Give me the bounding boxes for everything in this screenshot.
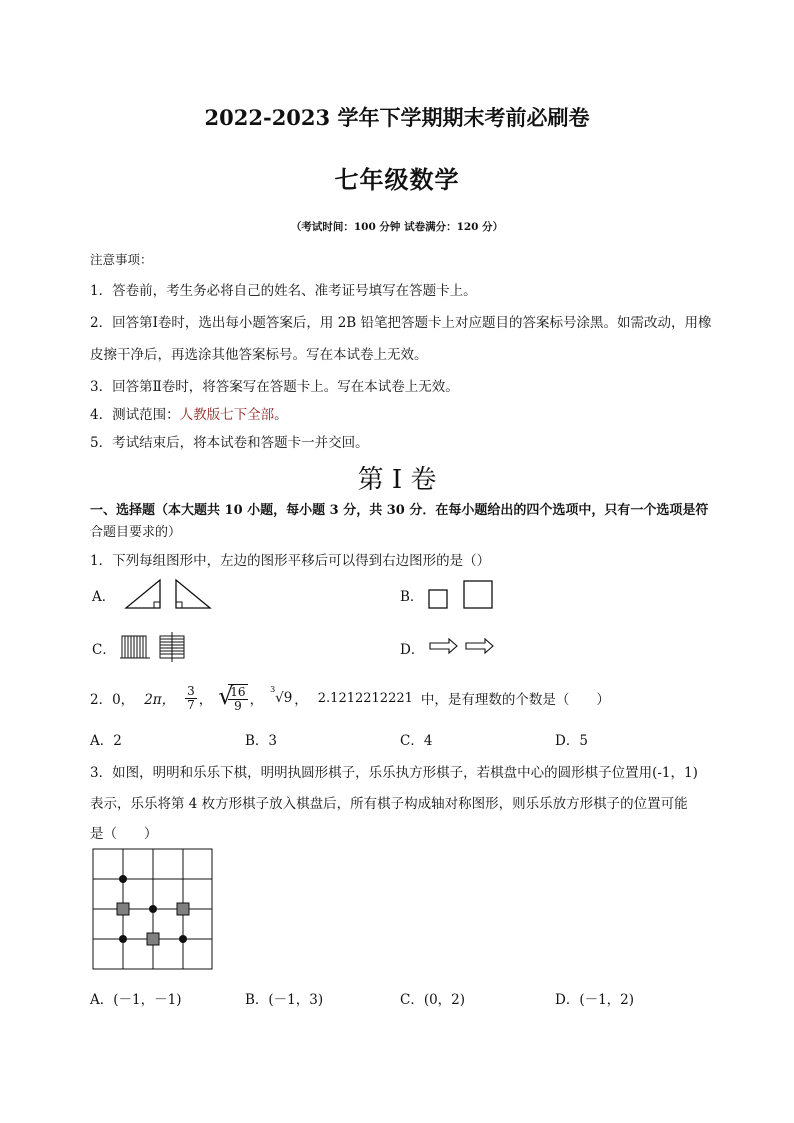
notice-item-4-prefix: 4．测试范围： [90,407,180,423]
round-piece [119,875,127,883]
q2-fraction-3-7 [185,685,197,712]
q1-option-d-figure [429,638,499,654]
sqrt-sign-icon: √ [218,681,234,710]
q2-cbrt-index: 3 [270,685,276,694]
notice-item-2-line1: 2．回答第Ⅰ卷时，选出每小题答案后，用 2B 铅笔把答题卡上对应题目的答案标号涂黑。如需改动，用橡 [90,315,712,331]
q1-option-b-label: B． [400,589,424,605]
q1-option-c-label: C． [92,642,116,658]
question-2-stem [90,683,610,713]
q1-option-b-figure [428,578,508,612]
q2-sqrt-numerator: 16 [230,684,246,699]
q2-sep-1: ， [198,692,213,708]
q1-option-a-label: A． [92,589,116,605]
section-intro-line2: 合题目要求的） [90,525,182,540]
q2-cbrt-9 [270,685,293,706]
q1-option-d-label: D． [400,642,425,658]
q1-option-c-figure [120,632,200,662]
q2-item-decimal: 2.1212212221 [317,690,413,706]
q3-option-b: B．(－1，3) [245,992,324,1008]
q2-frac-numerator: 3 [187,683,195,698]
test-scope: 人教版七下全部 [179,407,275,423]
q2-option-b: B．3 [245,733,278,749]
round-piece [179,935,187,943]
square-piece [117,903,129,915]
cbrt-sign-icon: √ [275,690,284,706]
q2-item-2pi: 2π， [144,692,176,708]
square-piece [177,903,189,915]
q3-option-d: D．(－1，2) [555,992,635,1008]
q2-option-a: A．2 [90,733,122,749]
notice-item-1: 1．答卷前，考生务必将自己的姓名、准考证号填写在答题卡上。 [90,283,477,299]
paper-title: 2022-2023 学年下学期期末考前必刷卷 [204,105,590,130]
q3-option-c: C．(0，2) [400,992,466,1008]
exam-time-info: （考试时间：100 分钟 试卷满分：120 分） [290,221,504,233]
q1-option-a-figure [124,578,244,612]
question-3-line2: 表示，乐乐将第 4 枚方形棋子放入棋盘后，所有棋子构成轴对称图形，则乐乐放方形棋子的位置可能 [90,796,688,812]
question-3-line1: 3．如图，明明和乐乐下棋，明明执圆形棋子，乐乐执方形棋子，若棋盘中心的圆形棋子位置用(-1，1) [90,765,698,781]
notice-item-2-line2: 皮擦干净后，再选涂其他答案标号。写在本试卷上无效。 [90,347,428,363]
notice-item-5: 5．考试结束后，将本试卷和答题卡一并交回。 [90,435,369,451]
q2-cbrt-radicand: 9 [283,690,293,706]
q2-sep-2: ， [249,692,264,708]
square-piece [147,933,159,945]
notice-item-3: 3．回答第Ⅱ卷时，将答案写在答题卡上。写在本试卷上无效。 [90,379,459,395]
round-piece [119,935,127,943]
q2-sqrt-16-9 [218,681,247,713]
q2-tail: 中，是有理数的个数是（ ） [420,692,610,708]
notice-heading: 注意事项： [90,252,153,267]
notice-item-4 [90,403,288,423]
q2-item-zero: 0， [112,692,135,708]
question-1-stem: 1．下列每组图形中，左边的图形平移后可以得到右边图形的是（） [90,553,491,569]
q2-sep-3: ， [294,692,308,708]
question-3-line3: 是（ ） [90,826,158,842]
section-intro-line1: 一、选择题（本大题共 10 小题，每小题 3 分，共 30 分．在每小题给出的四个选项中，只有一个选项是符 [90,503,709,518]
paper-subject: 七年级数学 [334,165,460,194]
q2-sqrt-denominator: 9 [234,698,242,713]
q2-option-c: C．4 [400,733,433,749]
q2-frac-denominator: 7 [187,697,195,712]
q3-chessboard-figure [92,848,214,972]
section-title: 第 I 卷 [357,465,437,495]
q2-number: 2． [90,692,113,708]
round-piece [149,905,157,913]
q3-option-a: A．(－1，－1) [90,992,182,1008]
q2-option-d: D．5 [555,733,588,749]
notice-item-4-suffix: 。 [274,407,288,423]
